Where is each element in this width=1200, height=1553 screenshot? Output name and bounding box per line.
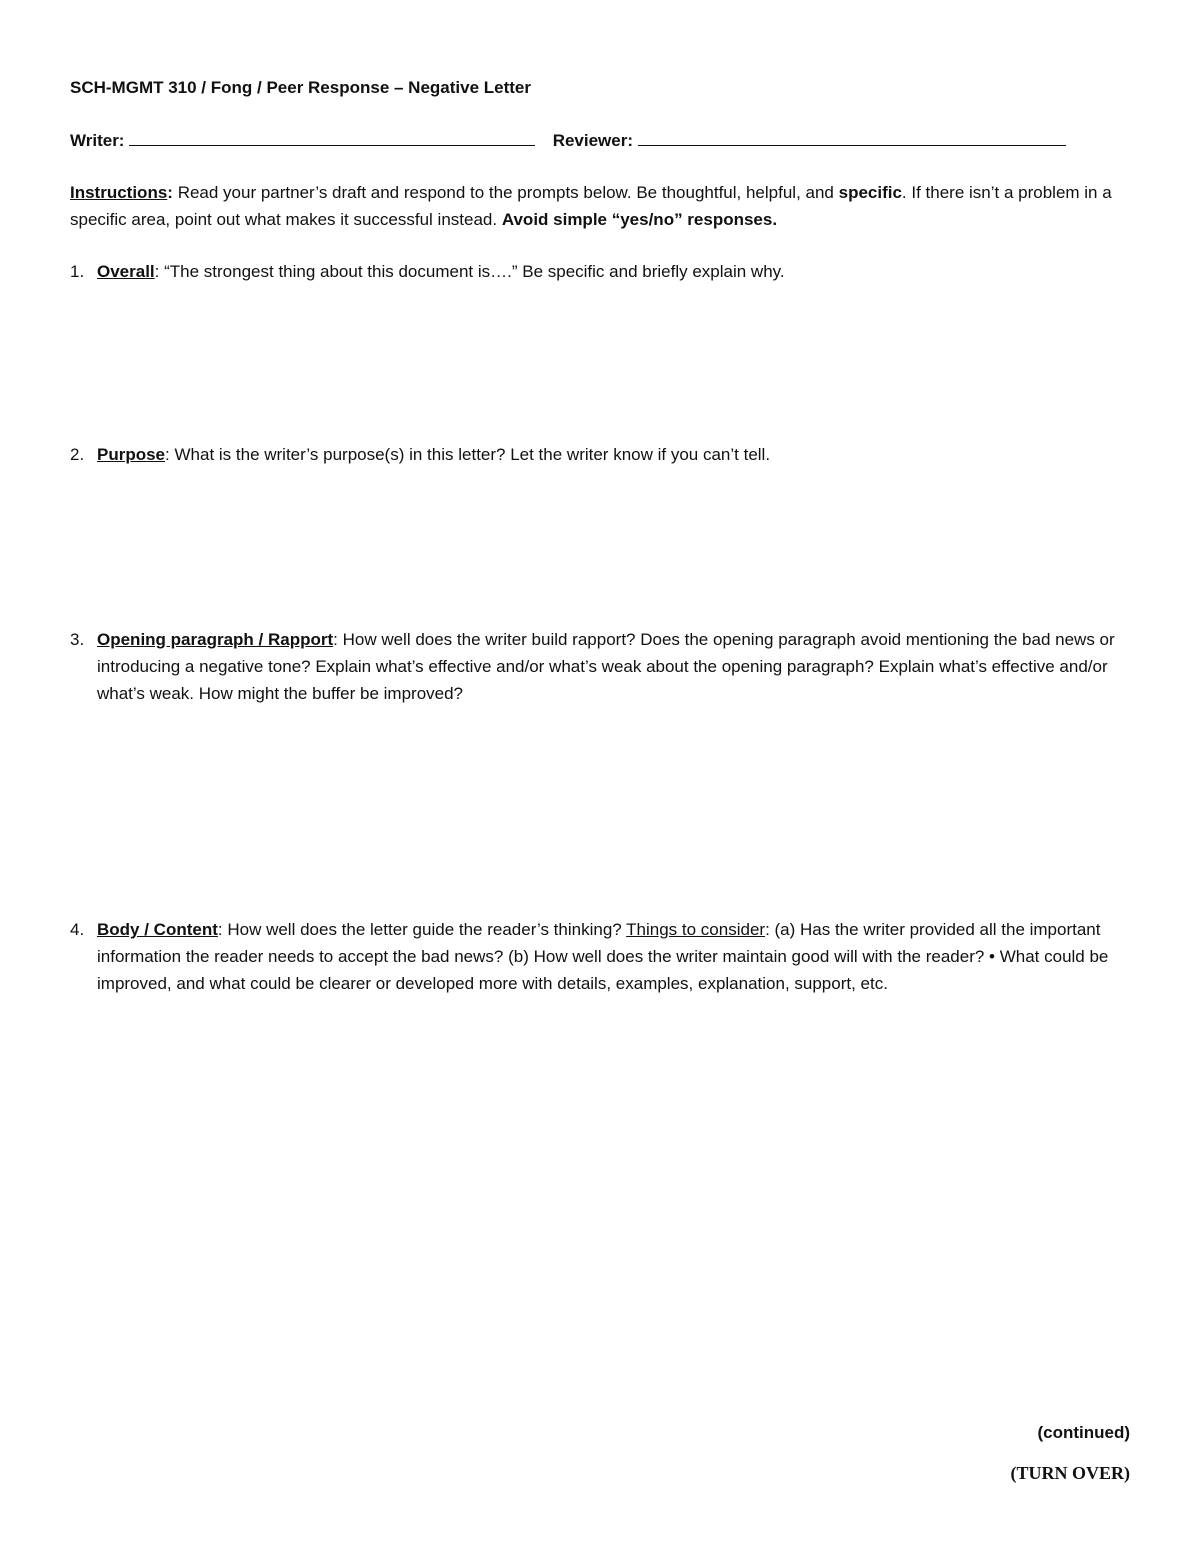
- question-text-2: : (a) Has the writer provided all the important information the reader needs to accept the bad news? (b) How well does the writer maintain good will with the reader? • What could be improved, and what could be clearer or developed more with details, examples, explanation, support, etc.: [97, 920, 1109, 993]
- things-to-consider-label: Things to consider: [626, 920, 766, 939]
- reviewer-blank-line[interactable]: [638, 130, 1066, 146]
- question-text: “The strongest thing about this document is….” Be specific and briefly explain why.: [159, 262, 785, 281]
- question-label: Opening paragraph / Rapport: [97, 630, 334, 649]
- instructions-text: Read your partner’s draft and respond to the prompts below. Be thoughtful, helpful, and: [172, 183, 839, 202]
- question-text: How well does the letter guide the reader’s thinking?: [222, 920, 627, 939]
- writer-blank-line[interactable]: [129, 130, 535, 146]
- question-overall: 1. Overall: “The strongest thing about this document is….” Be specific and briefly explain why.: [70, 258, 1132, 285]
- question-purpose: 2. Purpose: What is the writer’s purpose(s) in this letter? Let the writer know if you can’t tell.: [70, 441, 1132, 468]
- instructions-label: Instructions: [70, 183, 168, 202]
- question-number: 4.: [70, 920, 85, 939]
- question-number: 3.: [70, 630, 85, 649]
- page-title: SCH-MGMT 310 / Fong / Peer Response – Negative Letter: [70, 78, 532, 97]
- question-number: 1.: [70, 262, 85, 281]
- turn-over-note: (TURN OVER): [1010, 1463, 1130, 1483]
- question-label: Overall: [97, 262, 155, 281]
- instructions-text-2: . If there isn’t a problem in a specific area, point out what makes it successful instead.: [70, 183, 1112, 229]
- instructions-emphasis: specific: [838, 183, 902, 202]
- writer-label: Writer:: [70, 131, 125, 150]
- question-opening-paragraph: 3. Opening paragraph / Rapport: How well does the writer build rapport? Does the opening paragraph avoid mentioning the bad news or introducing a negative tone? Explain what’s effective and/or what’s weak about the opening paragraph? Explain what’s effective and/or what’s weak. How might the buffer be improved?: [70, 626, 1132, 707]
- reviewer-label: Reviewer:: [552, 131, 634, 150]
- question-label: Body / Content: [97, 920, 218, 939]
- name-fields: [70, 127, 1100, 154]
- question-text: What is the writer’s purpose(s) in this letter? Let the writer know if you can’t tell.: [169, 445, 771, 464]
- question-text: How well does the writer build rapport? Does the opening paragraph avoid mentioning the bad news or introducing a negative tone? Explain what’s effective and/or what’s weak about the opening paragraph? Explain what’s effective and/or what’s weak. How might the buffer be improved?: [97, 630, 1115, 703]
- question-number: 2.: [70, 445, 85, 464]
- instructions: Instructions: Read your partner’s draft and respond to the prompts below. Be thoughtful, helpful, and specific. If there isn’t a problem in a specific area, point out what makes it successful instead. Avoid simple “yes/no” responses.: [70, 183, 1112, 229]
- instructions-bold-note: Avoid simple “yes/no” responses.: [501, 210, 778, 229]
- continued-note: (continued): [1037, 1423, 1130, 1442]
- question-body-content: 4. Body / Content: How well does the letter guide the reader’s thinking? Things to consider: (a) Has the writer provided all the important information the reader needs to accept the bad news? (b) How well does the writer maintain good will with the reader? • What could be improved, and what could be clearer or developed more with details, examples, explanation, support, etc.: [70, 916, 1132, 997]
- question-label: Purpose: [97, 445, 166, 464]
